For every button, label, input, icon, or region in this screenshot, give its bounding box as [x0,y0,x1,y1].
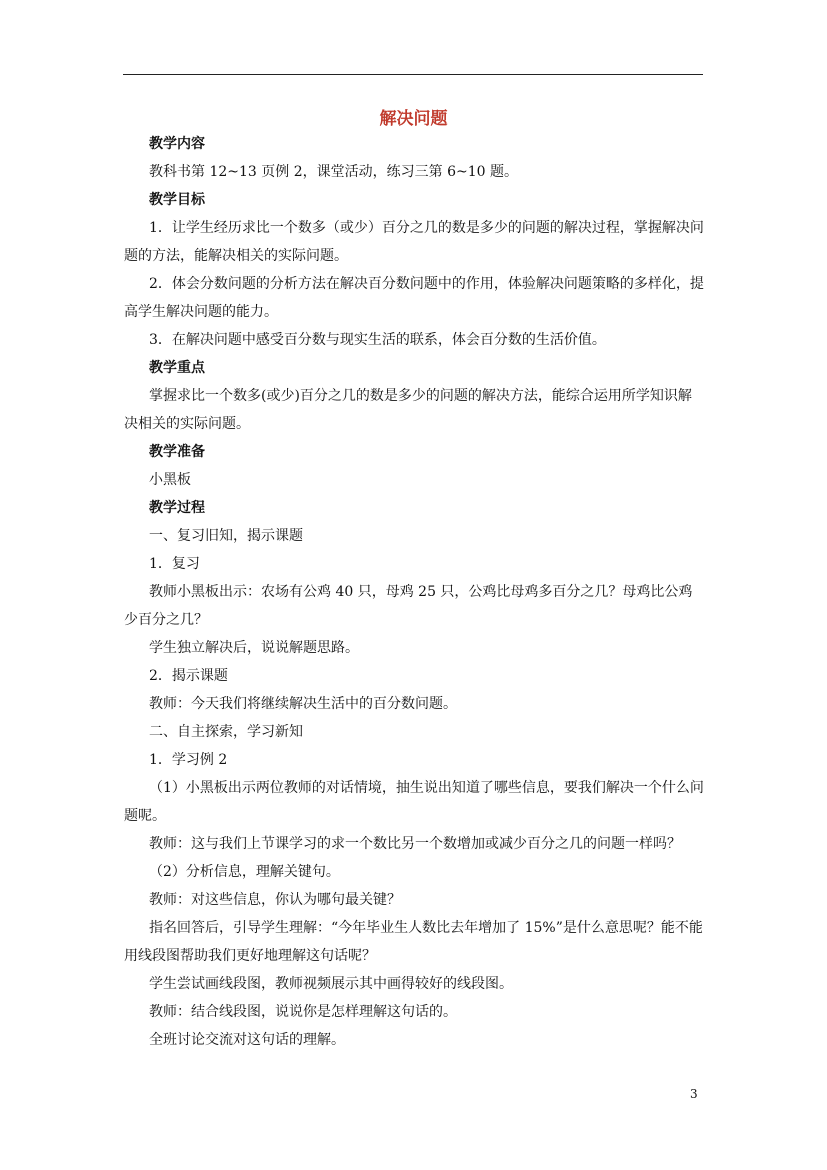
paragraph: 全班讨论交流对这句话的理解。 [149,1032,345,1048]
section-heading: 一、复习旧知，揭示课题 [149,528,303,544]
paragraph: 教科书第 12~13 页例 2，课堂活动，练习三第 6~10 题。 [149,164,518,180]
paragraph: 学生尝试画线段图，教师视频展示其中画得较好的线段图。 [149,976,513,992]
paragraph: 掌握求比一个数多(或少)百分之几的数是多少的问题的解决方法，能综合运用所学知识解决相关的实际问题。 [124,388,692,432]
section-heading: 二、自主探索，学习新知 [149,724,303,740]
paragraph: （1）小黑板出示两位教师的对话情境，抽生说出知道了哪些信息，要我们解决一个什么问题呢。 [124,780,704,824]
subsection-heading: 1．复习 [149,556,200,572]
heading-prep: 教学准备 [149,444,205,460]
heading-process: 教学过程 [149,500,205,516]
paragraph: 学生独立解决后，说说解题思路。 [149,640,359,656]
page-number: 3 [690,1087,698,1101]
paragraph: 教师：今天我们将继续解决生活中的百分数问题。 [149,696,457,712]
paragraph: 3．在解决问题中感受百分数与现实生活的联系，体会百分数的生活价值。 [149,332,606,348]
document-body [124,130,704,1054]
header-rule [123,74,703,75]
heading-goals: 教学目标 [149,192,205,208]
paragraph: 小黑板 [149,472,191,488]
paragraph: 2．体会分数问题的分析方法在解决百分数问题中的作用，体验解决问题策略的多样化，提高学生解决问题的能力。 [124,276,704,320]
document-title: 解决问题 [379,109,448,129]
paragraph: 教师小黑板出示：农场有公鸡 40 只，母鸡 25 只，公鸡比母鸡多百分之几？母鸡比公鸡少百分之几？ [124,584,693,628]
paragraph: 教师：对这些信息，你认为哪句最关键？ [149,892,401,908]
heading-key: 教学重点 [149,360,205,376]
paragraph: 指名回答后，引导学生理解：“今年毕业生人数比去年增加了 15%”是什么意思呢？能不能用线段图帮助我们更好地理解这句话呢？ [124,920,703,964]
heading-content: 教学内容 [149,136,205,152]
paragraph: （2）分析信息，理解关键句。 [149,864,340,880]
paragraph: 教师：这与我们上节课学习的求一个数比另一个数增加或减少百分之几的问题一样吗？ [149,836,681,852]
subsection-heading: 2．揭示课题 [149,668,228,684]
paragraph: 1．让学生经历求比一个数多（或少）百分之几的数是多少的问题的解决过程，掌握解决问题的方法，能解决相关的实际问题。 [124,220,704,264]
subsection-heading: 1．学习例 2 [149,752,228,768]
paragraph: 教师：结合线段图，说说你是怎样理解这句话的。 [149,1004,457,1020]
